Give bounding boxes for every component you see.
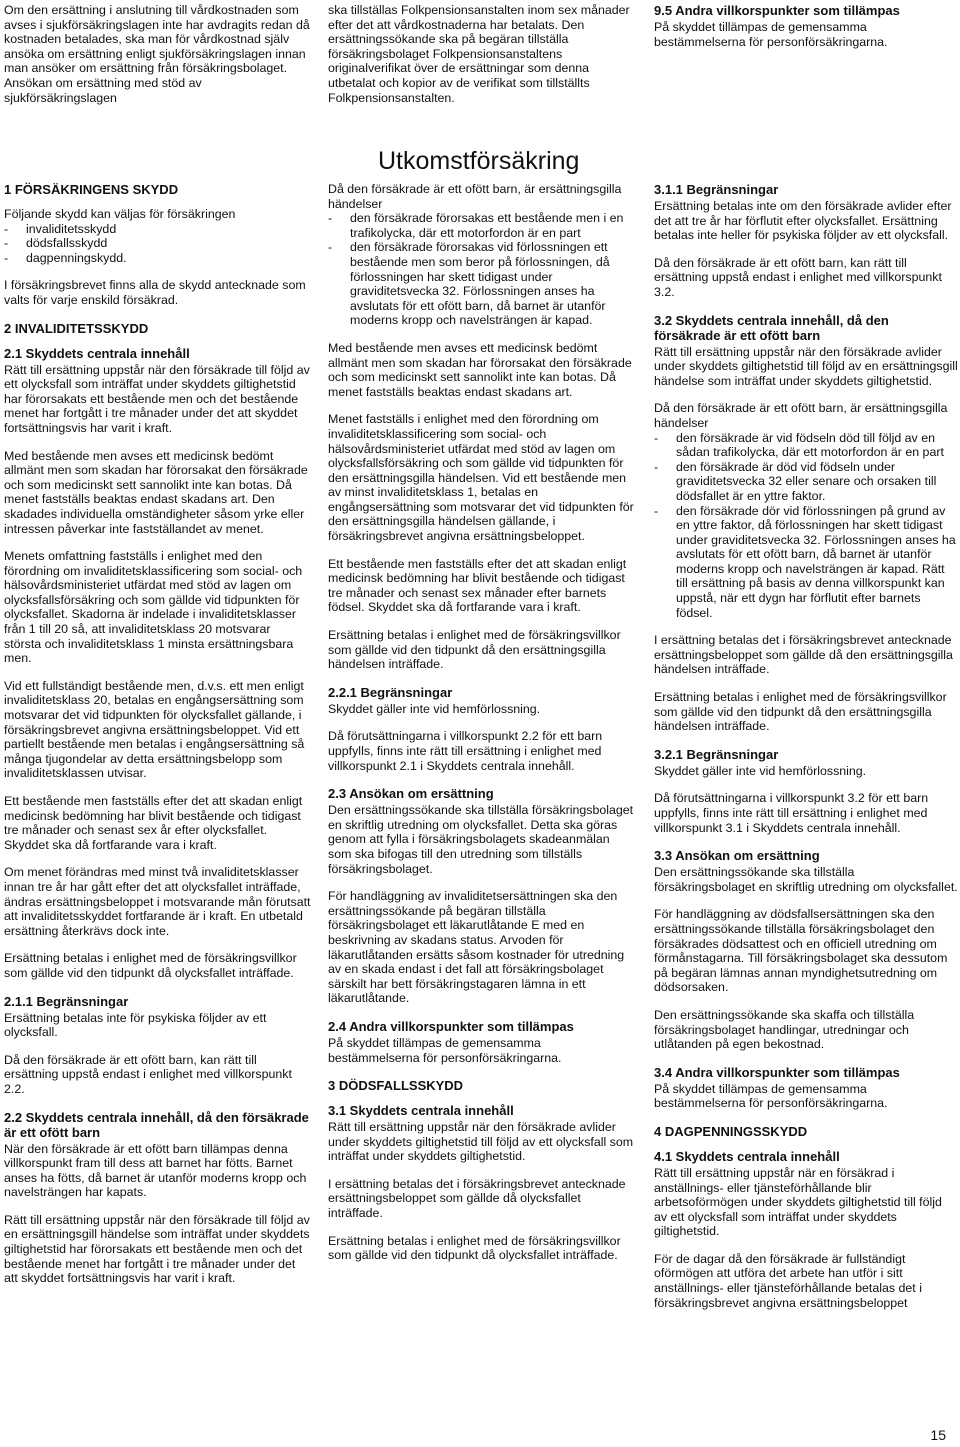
- heading-9-5: 9.5 Andra villkorspunkter som tillämpas: [654, 3, 900, 18]
- paragraph: Rätt till ersättning uppstår när den försäkrade avlider under skyddets giltighetstid till följd av en ersättningsgill händelse som inträffat under skyddets giltighetstid.: [654, 344, 958, 388]
- heading-3-1: 3.1 Skyddets centrala innehåll: [328, 1103, 514, 1119]
- list-item: - dödsfallsskydd: [4, 236, 311, 251]
- heading-2-2: 2.2 Skyddets centrala innehåll, då den försäkrade är ett ofött barn: [4, 1109, 309, 1140]
- page-number: 15: [930, 1427, 946, 1443]
- paragraph: Med bestående men avses ett medicinsk bedömt allmänt men som skadan har förorsakat den försäkrade och som medicinskt sett sannolikt inte kan botas. Då menet fastställs beaktas endast skadans art. Den skadades individuella omständigheter såsom yrke eller intressen påverkar inte fastställandet av menet.: [4, 448, 308, 536]
- paragraph: Rätt till ersättning uppstår när den försäkrade avlider under skyddets giltighetstid till följd av ett olycksfall som inträffat under skyddets giltighetstid.: [328, 1120, 634, 1164]
- paragraph: Ersättning betalas i enlighet med de försäkringsvillkor som gällde vid den tidpunkt då olycksfallet inträffade.: [4, 951, 297, 980]
- list-item: - den försäkrade förorsakas vid förlossningen ett bestående men som beror på förlossningen, då förlossningen har skett tidigast under graviditetsvecka 32. Förlossningen anses ha avslutats för ett ofött barn, då barnet är utanför moderns kropp och navelsträngen är kapad.: [328, 240, 635, 328]
- paragraph: Skyddet gäller inte vid hemförlossning.: [328, 701, 541, 716]
- column-2: [328, 182, 635, 1263]
- paragraph: För handläggning av dödsfallsersättningen ska den ersättningssökande tillställa försäkringsbolaget den försäkrades dödsattest och en officiell utredning om förmånstagarna. Till försäkringsbolaget ska dessutom på begäran lämnas annan myndighetsutredning om dödsorsaken.: [654, 907, 948, 995]
- list-item: - den försäkrade är vid födseln död till följd av en sådan trafikolycka, där ett motorfordon är en part: [654, 431, 958, 460]
- top-paragraph-2: ska tillställas Folkpensionsanstalten inom sex månader efter det att vårdkostnaderna har betalats. Den ersättningssökande ska på begäran tillställa försäkringsbolaget Folkpensionsanstaltens originalverifikat över de ersättningar som denna utbetalat och kopior av de verifikat som tillställts Folkpensionsanstalten.: [328, 3, 630, 105]
- paragraph: Ersättning betalas inte om den försäkrade avlider efter det att tre år har förflutit efter olycksfallet. Ersättning betalas inte heller för psykiska följder av ett olycksfall.: [654, 199, 952, 243]
- list-item: - den försäkrade dör vid förlossningen på grund av en yttre faktor, då förlossningen har skett tidigast under graviditetsvecka 32. Förlossningen anses ha avslutats för ett ofött barn, då barnet är utanför moderns kropp och navelsträngen är kapad. Rätt till ersättning på basis av denna villkorspunkt kan uppstå, när ett dygn har förflutit efter barnets födsel.: [654, 504, 958, 621]
- paragraph: Då den försäkrade är ett ofött barn, kan rätt till ersättning uppstå endast i enlighet med villkorspunkt 3.2.: [654, 255, 942, 299]
- top-column-2: [328, 3, 635, 105]
- paragraph: Menets omfattning fastställs i enlighet med den förordning om invaliditetsklassificering som social- och hälsovårdsministeriet utfärdat med stöd av lagen om olycksfallsförsäkring och som gällde vid tidpunkten för olycksfallet. Skadorna är indelade i invaliditetsklasser från 1 till 20 så, att invaliditetsklass 20 motsvarar största och invaliditetsklass 1 minsta ersättningsbara men.: [4, 549, 303, 666]
- event-list: [328, 211, 635, 328]
- paragraph: Då förutsättningarna i villkorspunkt 3.2 för ett barn uppfylls, finns inte rätt till ersättning i enlighet med villkorspunkt 3.1 i Skyddets centrala innehåll.: [654, 791, 929, 835]
- paragraph: Ersättning betalas i enlighet med de försäkringsvillkor som gällde vid den tidpunkt då olycksfallet inträffade.: [328, 1233, 621, 1263]
- paragraph: Rätt till ersättning uppstår när den försäkrade till följd av en ersättningsgill händelse som inträffat under skyddets giltighetstid har förorsakats ett bestående men och det bestående menet har fortgått i tre månader under det att skyddet fortsättningsvis har varit i kraft.: [4, 1212, 310, 1286]
- heading-3: 3 DÖDSFALLSSKYDD: [328, 1078, 464, 1094]
- paragraph: Rätt till ersättning uppstår när den försäkrade till följd av ett olycksfall som inträffat under skyddets giltighetstid har förorsakats ett bestående men och det bestående menet har fortgått i tre månader under det att skyddet fortsättningsvis har varit i kraft.: [4, 362, 310, 435]
- list-item: - den försäkrade förorsakas ett bestående men i en trafikolycka, där ett motorfordon är en part: [328, 211, 635, 240]
- paragraph: I försäkringsbrevet finns alla de skydd antecknade som valts för varje enskild försäkrad.: [4, 278, 306, 307]
- paragraph: Följande skydd kan väljas för försäkringen: [4, 207, 236, 221]
- top-paragraph-3: På skyddet tillämpas de gemensamma bestämmelserna för personförsäkringarna.: [654, 20, 888, 49]
- paragraph: När den försäkrade är ett ofött barn tillämpas denna villkorspunkt fram till dess att barnet har fötts. Barnet anses ha fötts, då barnet är utanför moderns kropp och navelsträngen har kapats.: [4, 1141, 307, 1200]
- paragraph: Menet fastställs i enlighet med den förordning om invaliditetsklassificering som social- och hälsovårdsministeriet utfärdat med stöd av lagen om olycksfallsförsäkring och som gällde vid tidpunkten för den ersättningsgilla händelsen. Vid ett bestående men av minst invaliditetsklass 1, betalas en engångsersättning som motsvarar det vid tidpunkten för den ersättningsgilla händelsen gällande, i försäkringsbrevet angivna ersättningsbeloppet.: [328, 412, 634, 544]
- heading-2-1-1: 2.1.1 Begränsningar: [4, 993, 129, 1009]
- paragraph: Vid ett fullständigt bestående men, d.v.s. ett men enligt invaliditetsklass 20, betalas en engångsersättning som motsvarar det vid tidpunkten för olycksfallet gällande, i försäkringsbrevet angivna ersättningsbeloppet. Vid ett partiellt bestående men betalas i engångsersättning så många tjugondelar av detta ersättningsbelopp som invaliditetsklassen utvisar.: [4, 678, 305, 781]
- list-item: - dagpenningskydd.: [4, 251, 311, 266]
- paragraph: På skyddet tillämpas de gemensamma bestämmelserna för personförsäkringarna.: [654, 1081, 888, 1111]
- event-list: [654, 431, 958, 621]
- top-paragraph-1: Om den ersättning i anslutning till vårdkostnaden som avses i sjukförsäkringslagen inte har avdragits redan då kostnaden betalades, ska man för vårdkostnad själv ansöka om ersättning enligt sjukförsäkringslagen innan man ansöker om ersättning från försäkringsbolaget. Ansökan om ersättning med stöd av sjukförsäkringslagen: [4, 3, 310, 105]
- paragraph: Med bestående men avses ett medicinsk bedömt allmänt men som skadan har förorsakat den försäkrade och som medicinskt sett sannolikt inte kan botas. Då menet fastställs beaktas endast skadans art.: [328, 340, 632, 399]
- heading-1: 1 FÖRSÄKRINGENS SKYDD: [4, 182, 179, 197]
- paragraph: Då den försäkrade är ett ofött barn, är ersättningsgilla händelser: [328, 182, 622, 211]
- list-item: - invaliditetsskydd: [4, 222, 311, 237]
- paragraph: Ersättning betalas inte för psykiska följder av ett olycksfall.: [4, 1010, 267, 1040]
- paragraph: Då den försäkrade är ett ofött barn, kan rätt till ersättning uppstå endast i enlighet med villkorspunkt 2.2.: [4, 1052, 292, 1096]
- column-1: [4, 182, 311, 1286]
- heading-3-2-1: 3.2.1 Begränsningar: [654, 746, 779, 762]
- paragraph: I ersättning betalas det i försäkringsbrevet antecknade ersättningsbeloppet som gällde då den ersättningsgilla händelsen inträffade.: [654, 633, 953, 677]
- paragraph: För handläggning av invaliditetsersättningen ska den ersättningssökande på begäran tillställa försäkringsbolaget ett läkarutlåtande E med en beskrivning av skadans status. Arvoden för läkarutlåtanden ersätts såsom kostnader för utredning av en skada endast i det fall att försäkringsbolaget särskilt har bett försäkringstagaren lämna in ett läkarutlåtande.: [328, 889, 625, 1006]
- paragraph: Den ersättningssökande ska skaffa och tillställa försäkringsbolaget handlingar, utredningar och utlåtanden på egen bekostnad.: [654, 1007, 915, 1052]
- list-item: - den försäkrade är död vid födseln under graviditetsvecka 32 eller senare och orsaken till dödsfallet är en yttre faktor.: [654, 460, 958, 504]
- paragraph: Rätt till ersättning uppstår när en försäkrad i anställnings- eller tjänsteförhållande blir arbetsoförmögen under skyddets giltighetstid till följd av ett olycksfall som inträffat under skyddets giltighetstid.: [654, 1165, 942, 1239]
- heading-3-4: 3.4 Andra villkorspunkter som tillämpas: [654, 1064, 900, 1080]
- protection-list: [4, 222, 311, 266]
- heading-2-3: 2.3 Ansökan om ersättning: [328, 786, 494, 802]
- heading-3-1-1: 3.1.1 Begränsningar: [654, 182, 779, 197]
- heading-4: 4 DAGPENNINGSSKYDD: [654, 1123, 808, 1139]
- paragraph: Den ersättningssökande ska tillställa försäkringsbolaget en skriftlig utredning om olycksfallet. Detta ska göras genom att fylla i försäkringsbolagets skadeanmälan som ska bifogas till den utredning som tillställs försäkringsbolaget.: [328, 803, 634, 876]
- paragraph: Ersättning betalas i enlighet med de försäkringsvillkor som gällde vid den tidpunkt då den ersättningsgilla händelsen inträffade.: [654, 690, 947, 734]
- paragraph: Den ersättningssökande ska tillställa försäkringsbolaget en skriftlig utredning om olycksfallet.: [654, 865, 958, 894]
- top-column-3: [654, 3, 958, 49]
- paragraph: Då den försäkrade är ett ofött barn, är ersättningsgilla händelser: [654, 401, 948, 430]
- top-column-1: [4, 3, 311, 105]
- heading-2-4: 2.4 Andra villkorspunkter som tillämpas: [328, 1018, 574, 1034]
- paragraph: Ett bestående men fastställs efter det att skadan enligt medicinsk bedömning har blivit bestående och tidigast tre månader och senast sex år efter olycksfallet. Skyddet ska då fortfarande vara i kraft.: [4, 794, 303, 852]
- paragraph: I ersättning betalas det i försäkringsbrevet antecknade ersättningsbeloppet som gällde då olycksfallet inträffade.: [328, 1176, 626, 1221]
- paragraph: För de dagar då den försäkrade är fullständigt oförmögen att utföra det arbete han utför i sitt anställnings- eller tjänsteförhållande betalas det i försäkringsbrevet angivna ersättningsbeloppet: [654, 1251, 922, 1310]
- heading-2: 2 INVALIDITETSSKYDD: [4, 320, 149, 336]
- paragraph: Skyddet gäller inte vid hemförlossning.: [654, 763, 867, 778]
- heading-4-1: 4.1 Skyddets centrala innehåll: [654, 1148, 840, 1164]
- paragraph: Då förutsättningarna i villkorspunkt 2.2 för ett barn uppfylls, finns inte rätt till ersättning i enlighet med villkorspunkt 2.1 i Skyddets centrala innehåll.: [328, 729, 603, 773]
- paragraph: Om menet förändras med minst två invaliditetsklasser innan tre år har gått efter det att olycksfallet inträffade, ändras ersättningsbeloppet i motsvarande mån förutsatt att invaliditetsskyddet fortfarande är i kraft. En utbetald ersättning återkrävs dock inte.: [4, 865, 311, 938]
- paragraph: Ersättning betalas i enlighet med de försäkringsvillkor som gällde vid den tidpunkt då den ersättningsgilla händelsen inträffade.: [328, 628, 621, 672]
- column-3: [654, 182, 958, 1310]
- heading-2-2-1: 2.2.1 Begränsningar: [328, 684, 453, 700]
- heading-3-2: 3.2 Skyddets centrala innehåll, då den försäkrade är ett ofött barn: [654, 312, 889, 343]
- paragraph: Ett bestående men fastställs efter det att skadan enligt medicinsk bedömning har blivit bestående och tidigast tre månader och senast sex månader efter barnets födsel. Skyddet ska då fortfarande vara i kraft.: [328, 556, 627, 615]
- section-title: Utkomstförsäkring: [378, 147, 580, 175]
- heading-2-1: 2.1 Skyddets centrala innehåll: [4, 345, 190, 361]
- paragraph: På skyddet tillämpas de gemensamma bestämmelserna för personförsäkringarna.: [328, 1035, 562, 1065]
- heading-3-3: 3.3 Ansökan om ersättning: [654, 848, 820, 864]
